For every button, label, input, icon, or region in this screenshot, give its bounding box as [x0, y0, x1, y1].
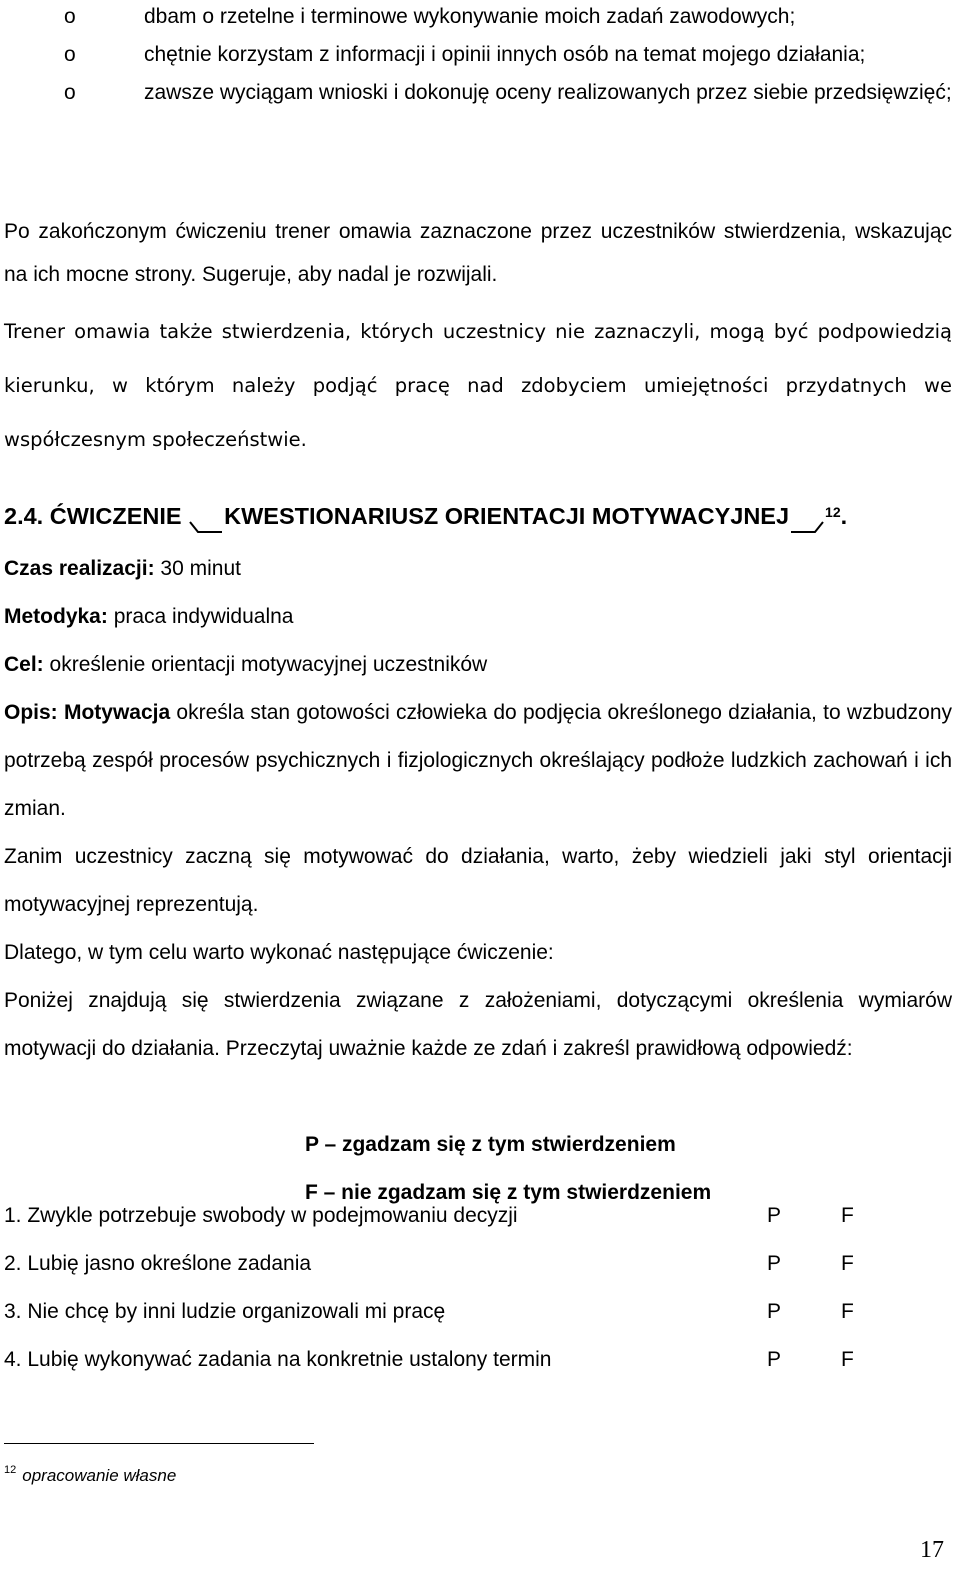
footnote-text: opracowanie własne: [22, 1466, 177, 1485]
answer-p: P: [767, 1204, 782, 1227]
bullet-marker: o: [64, 81, 76, 104]
paragraph-instructions: Poniżej znajdują się stwierdzenia związane z założeniami, dotyczącymi określenia wymiarów motywacji do działania. Przeczytaj uważnie każde ze zdań i zakreśl prawidłową odpowiedź:: [4, 989, 952, 1060]
heading-number: 2.4. ĆWICZENIE: [4, 503, 189, 529]
answer-f: F: [841, 1204, 854, 1227]
list-item: [64, 36, 954, 74]
paragraph-motivation: Zanim uczestnicy zaczną się motywować do działania, warto, żeby wiedzieli jaki styl orientacji motywacyjnej reprezentują.: [4, 845, 952, 916]
quote-mark-icon: [789, 508, 825, 528]
page-number: 17: [920, 1537, 944, 1563]
questionnaire-row: [4, 1198, 952, 1246]
bullet-marker: o: [64, 5, 76, 28]
bullet-text: zawsze wyciągam wnioski i dokonuję oceny realizowanych przez siebie przedsięwzięć;: [144, 81, 952, 104]
answer-f: F: [841, 1252, 854, 1275]
item-text: 2. Lubię jasno określone zadania: [4, 1252, 312, 1275]
footnote-divider: [4, 1443, 314, 1444]
duration-value: 30 minut: [154, 557, 241, 580]
list-item: [64, 0, 954, 36]
description-value: określa stan gotowości człowieka do podjęcia określonego działania, to wzbudzony potrzebą zespół procesów psychicznych i fizjologicznych określający podłoże ludzkich zachowań i ich zmian.: [4, 701, 952, 820]
answer-p: P: [767, 1252, 782, 1275]
heading-period: .: [840, 503, 848, 529]
footnote-number: 12: [4, 1464, 17, 1476]
bullet-text: dbam o rzetelne i terminowe wykonywanie moich zadań zawodowych;: [144, 5, 796, 28]
legend-disagree: F – nie zgadzam się z tym stwierdzeniem: [305, 1181, 712, 1204]
list-item: [64, 74, 954, 112]
meta-method: [4, 599, 952, 635]
quote-mark-icon: [188, 508, 224, 528]
paragraph-discussion: Trener omawia także stwierdzenia, których uczestnicy nie zaznaczyli, mogą być podpowiedzią kierunku, w którym należy podjąć pracę nad zdobyciem umiejętności przydatnych we współczesnym społeczeństwie.: [4, 320, 952, 451]
item-text: 1. Zwykle potrzebuje swobody w podejmowaniu decyzji: [4, 1204, 518, 1227]
bullet-marker: o: [64, 43, 76, 66]
description-label: Opis:: [4, 701, 58, 724]
footnote-ref: 12: [825, 504, 841, 520]
paragraph-summary: Po zakończonym ćwiczeniu trener omawia zaznaczone przez uczestników stwierdzenia, wskazując na ich mocne strony. Sugeruje, aby nadal je rozwijali.: [4, 220, 952, 286]
meta-goal: [4, 647, 952, 683]
goal-label: Cel:: [4, 653, 44, 676]
item-text: 4. Lubię wykonywać zadania na konkretnie ustalony termin: [4, 1348, 552, 1371]
legend-agree: P – zgadzam się z tym stwierdzeniem: [305, 1133, 676, 1156]
method-value: praca indywidualna: [107, 605, 294, 628]
questionnaire-row: [4, 1294, 952, 1342]
answer-f: F: [841, 1300, 854, 1323]
footnote: [4, 1462, 176, 1490]
duration-label: Czas realizacji:: [4, 557, 155, 580]
section-heading: [4, 498, 952, 534]
description-term: Motywacja: [57, 701, 171, 724]
method-label: Metodyka:: [4, 605, 108, 628]
answer-p: P: [767, 1348, 782, 1371]
meta-description: [4, 689, 952, 833]
paragraph-exercise-intro: Dlatego, w tym celu warto wykonać następujące ćwiczenie:: [4, 941, 554, 964]
questionnaire-row: [4, 1342, 952, 1390]
meta-duration: [4, 551, 952, 587]
answer-p: P: [767, 1300, 782, 1323]
questionnaire-row: [4, 1246, 952, 1294]
answer-f: F: [841, 1348, 854, 1371]
goal-value: określenie orientacji motywacyjnej uczestników: [43, 653, 488, 676]
bullet-text: chętnie korzystam z informacji i opinii innych osób na temat mojego działania;: [144, 43, 866, 66]
bullet-list: [64, 0, 954, 112]
heading-title: KWESTIONARIUSZ ORIENTACJI MOTYWACYJNEJ: [224, 503, 790, 529]
questionnaire-items: [4, 1198, 952, 1390]
item-text: 3. Nie chcę by inni ludzie organizowali mi pracę: [4, 1300, 446, 1323]
